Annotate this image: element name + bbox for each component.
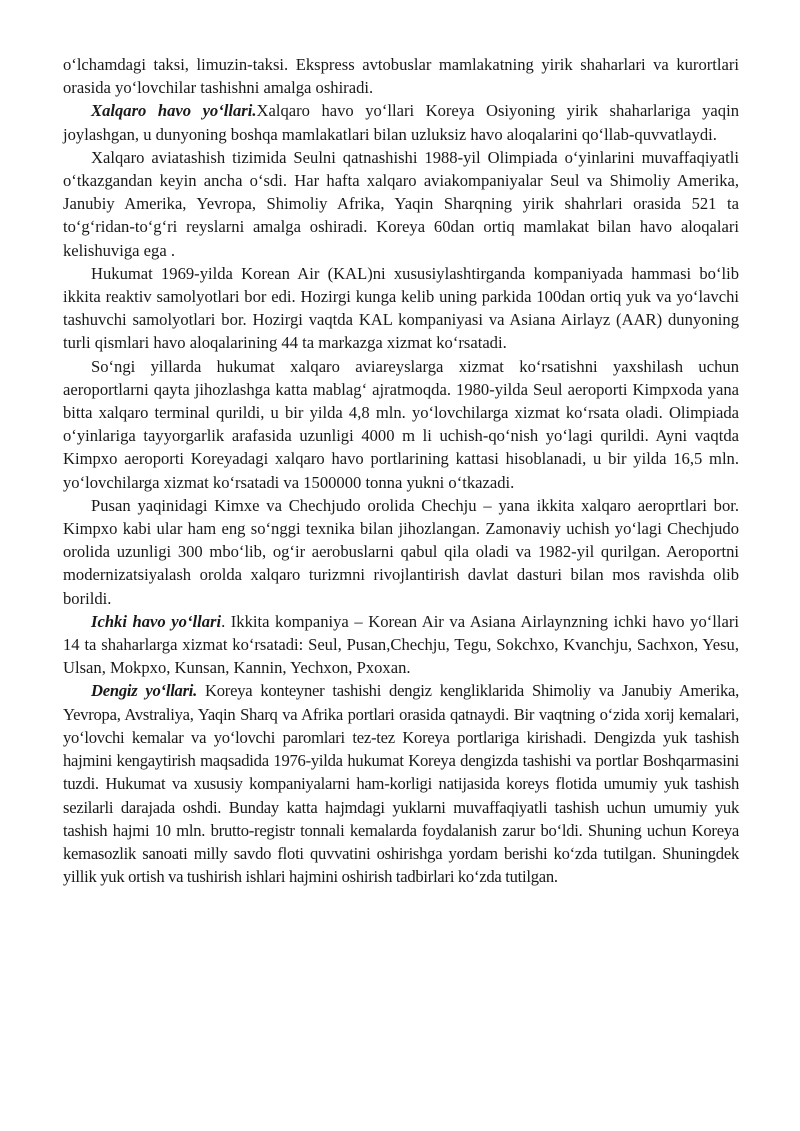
paragraph-2-text: Xalqaro havo yo‘llari Koreya Osiyoning yirik shaharlariga yaqin joylashgan, u dunyoning boshqa mamlakatlari bilan uzluksiz havo aloqalarini qo‘llab-quvvatlaydi. (63, 101, 739, 144)
paragraph-6-text: Pusan yaqinidagi Kimxe va Chechjudo orolida Chechju – yana ikkita xalqaro aeroprtlari bor. Kimpxo kabi ular ham eng so‘nggi texnika bilan jihozlangan. Zamonaviy uchish yo‘lagi Chechjudo orolida uzunligi 300 mbo‘lib, og‘ir aerobuslarni qabul qila oladi va 1982-yil qurilgan. Aeroportni modernizatsiyalash orolda xalqaro turizmni rivojlantirish davlat dasturi bilan mos ravishda olib borildi. (63, 495, 739, 608)
paragraph-8 (63, 679, 739, 888)
heading-domestic-airways: Ichki havo yo‘llari (91, 611, 222, 631)
paragraph-3 (63, 146, 739, 262)
paragraph-8-text: Koreya konteyner tashishi dengiz kengliklarida Shimoliy va Janubiy Amerika, Yevropa, Avstraliya, Yaqin Sharq va Afrika portlari orasida qatnaydi. Bir vaqtning o‘zida xorij kemalari, yo‘lovchi kemalar va yo‘lovchi paromlari tez-tez Koreya portlariga kirishadi. Dengizda yuk tashish hajmini kengaytirish maqsadida 1976-yilda hukumat Koreya dengizda tashishi va portlar Boshqarmasini tuzdi. Hukumat va xususiy kompaniyalarni ham-korligi natijasida koreys flotida umumiy yuk tashish sezilarli darajada oshdi. Bunday katta hajmdagi yuklarni muvaffaqiyatli tashish uchun umumiy yuk tashish hajmi 10 mln. brutto-registr tonnali kemalarda foydalanish zarur bo‘ldi. Shuning uchun Koreya kemasozlik sanoati milly savdo floti quvvatini oshirishga yordam berishi ko‘zda tutilgan. Shuningdek yillik yuk ortish va tushirish ishlari hajmini oshirish tadbirlari ko‘zda tutilgan. (63, 681, 739, 887)
paragraph-4 (63, 262, 739, 355)
paragraph-1-text: o‘lchamdagi taksi, limuzin-taksi. Ekspress avtobuslar mamlakatning yirik shaharlari va kurortlari orasida yo‘lovchilar tashishni amalga oshiradi. (63, 55, 739, 98)
paragraph-3-text: Xalqaro aviatashish tizimida Seulni qatnashishi 1988-yil Olimpiada o‘yinlarini muvaffaqiyatli o‘tkazgandan keyin ancha o‘sdi. Har hafta xalqaro aviakompaniyalar Seul va Shimoliy Amerika, Janubiy Amerika, Yevropa, Shimoliy Afrika, Yaqin Sharqning yirik shahrlari orasida 521 ta to‘g‘ridan-to‘g‘ri reyslarni amalga oshiradi. Koreya 60dan ortiq mamlakat bilan havo aloqalari kelishuviga ega . (63, 147, 739, 260)
paragraph-7-text: . Ikkita kompaniya – Korean Air va Asiana Airlaynzning ichki havo yo‘llari 14 ta shaharlarga xizmat ko‘rsatadi: Seul, Pusan,Chechju, Tegu, Sokchxo, Kvanchju, Sachxon, Yesu, Ulsan, Mokpxo, Kunsan, Kannin, Yechxon, Pxoxan. (63, 611, 739, 678)
paragraph-1 (63, 53, 739, 99)
paragraph-5-text: So‘ngi yillarda hukumat xalqaro aviareyslarga xizmat ko‘rsatishni yaxshilash uchun aeroportlarni qayta jihozlashga katta mablag‘ ajratmoqda. 1980-yilda Seul aeroporti Kimpxoda yana bitta xalqaro terminal qurildi, u bir yilda 4,8 mln. yo‘lovchilarga xizmat ko‘rsata oladi. Olimpiada o‘yinlariga tayyorgarlik arafasida uzunligi 4000 m li uchish-qo‘nish yo‘lagi qurildi. Ayni vaqtda Kimpxo aeroporti Koreyadagi xalqaro havo portlarining kattasi hisoblanadi, u bir yilda 16,5 mln. yo‘lovchilarga xizmat ko‘rsatadi va 1500000 tonna yukni o‘tkazadi. (63, 356, 739, 492)
paragraph-6 (63, 494, 739, 610)
paragraph-7 (63, 610, 739, 680)
paragraph-5 (63, 355, 739, 494)
heading-sea-routes: Dengiz yo‘llari. (91, 681, 198, 701)
document-page (63, 53, 739, 888)
paragraph-2 (63, 99, 739, 145)
paragraph-4-text: Hukumat 1969-yilda Korean Air (KAL)ni xususiylashtirganda kompaniyada hammasi bo‘lib ikkita reaktiv samolyotlari bor edi. Hozirgi kunga kelib uning parkida 100dan ortiq yuk va yo‘lavchi tashuvchi samolyotlari bor. Hozirgi vaqtda KAL kompaniyasi va Asiana Airlayz (AAR) dunyoning turli qismlari havo aloqalarining 44 ta markazga xizmat ko‘rsatadi. (63, 263, 739, 353)
heading-international-airways: Xalqaro havo yo‘llari. (91, 101, 257, 121)
